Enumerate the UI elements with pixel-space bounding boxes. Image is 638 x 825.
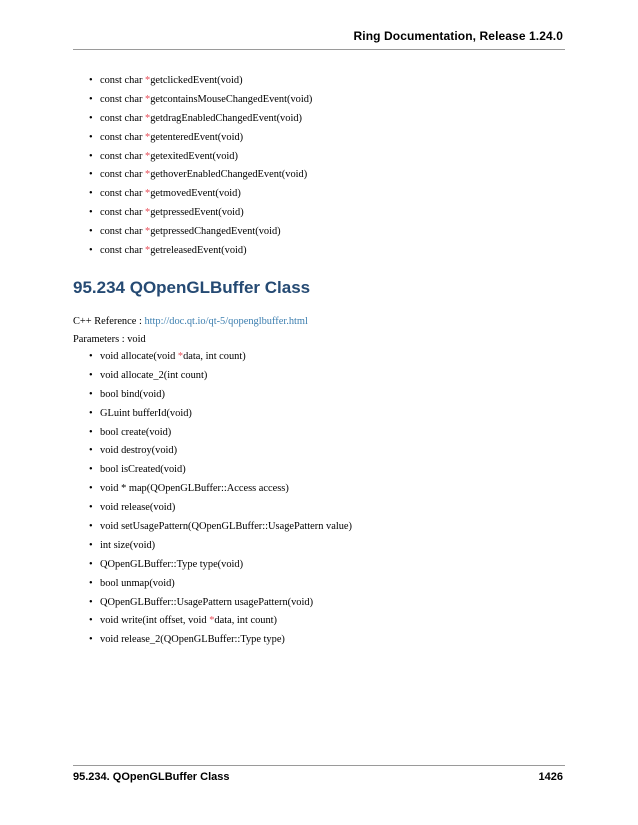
list-item: • const char *getexitedEvent(void) <box>89 150 238 162</box>
list-item: • const char *getpressedEvent(void) <box>89 207 244 219</box>
bullet-icon: • <box>89 426 93 438</box>
bullet-icon: • <box>89 388 93 400</box>
bullet-icon: • <box>89 634 93 646</box>
bullet-icon: • <box>89 483 93 495</box>
bullet-icon: • <box>89 112 93 124</box>
list-item: • const char *gethoverEnabledChangedEvent(void) <box>89 169 308 181</box>
list-item: • void release_2(QOpenGLBuffer::Type type) <box>89 634 285 646</box>
bullet-icon: • <box>89 407 93 419</box>
reference-label: C++ Reference : <box>73 316 145 327</box>
list-item: • int size(void) <box>89 539 156 551</box>
bullet-icon: • <box>89 226 93 238</box>
list-item: • const char *getclickedEvent(void) <box>89 75 243 86</box>
list-item: • QOpenGLBuffer::Type type(void) <box>89 558 244 570</box>
list-item: • void setUsagePattern(QOpenGLBuffer::UsagePattern value) <box>89 521 352 533</box>
running-header-title: Ring Documentation, Release 1.24.0 <box>353 29 563 43</box>
list-item: • void allocate(void *data, int count) <box>89 351 246 362</box>
bullet-icon: • <box>89 521 93 533</box>
bullet-icon: • <box>89 596 93 608</box>
bullet-icon: • <box>89 188 93 200</box>
reference-link[interactable]: http://doc.qt.io/qt-5/qopenglbuffer.html <box>144 316 308 327</box>
bullet-icon: • <box>89 93 93 105</box>
footer-divider <box>73 765 565 766</box>
list-item: • void allocate_2(int count) <box>89 369 208 381</box>
list-item: • QOpenGLBuffer::UsagePattern usagePattern(void) <box>89 596 314 608</box>
list-item: • const char *getdragEnabledChangedEvent(void) <box>89 112 302 124</box>
bullet-icon: • <box>89 577 93 589</box>
list-item: • const char *getcontainsMouseChangedEvent(void) <box>89 93 313 105</box>
event-getter-list <box>88 74 312 263</box>
bullet-icon: • <box>89 369 93 381</box>
bullet-icon: • <box>89 558 93 570</box>
list-item: • void * map(QOpenGLBuffer::Access access) <box>89 483 289 495</box>
bullet-icon: • <box>89 169 93 181</box>
list-item: • void release(void) <box>89 502 176 514</box>
list-item: • GLuint bufferId(void) <box>89 407 192 419</box>
method-list <box>88 350 352 652</box>
list-item: • bool unmap(void) <box>89 577 175 589</box>
bullet-icon: • <box>89 75 93 86</box>
bullet-icon: • <box>89 150 93 162</box>
list-item: • const char *getpressedChangedEvent(void) <box>89 226 281 238</box>
list-item: • void write(int offset, void *data, int count) <box>89 615 278 627</box>
bullet-icon: • <box>89 445 93 457</box>
list-item: • bool bind(void) <box>89 388 165 400</box>
bullet-icon: • <box>89 351 93 362</box>
bullet-icon: • <box>89 207 93 219</box>
cpp-reference-line <box>73 316 308 327</box>
list-item: • bool isCreated(void) <box>89 464 186 476</box>
bullet-icon: • <box>89 539 93 551</box>
section-heading: 95.234 QOpenGLBuffer Class <box>73 278 311 297</box>
list-item: • const char *getmovedEvent(void) <box>89 188 241 200</box>
bullet-icon: • <box>89 615 93 627</box>
page-number: 1426 <box>538 771 563 783</box>
list-item: • const char *getenteredEvent(void) <box>89 131 244 143</box>
bullet-icon: • <box>89 245 93 257</box>
list-item: • bool create(void) <box>89 426 172 438</box>
footer-section-title: 95.234. QOpenGLBuffer Class <box>73 771 230 783</box>
bullet-icon: • <box>89 131 93 143</box>
list-item: • void destroy(void) <box>89 445 178 457</box>
header-divider <box>73 49 565 50</box>
parameters-line: Parameters : void <box>73 334 146 345</box>
bullet-icon: • <box>89 464 93 476</box>
list-item: • const char *getreleasedEvent(void) <box>89 245 247 257</box>
bullet-icon: • <box>89 502 93 514</box>
